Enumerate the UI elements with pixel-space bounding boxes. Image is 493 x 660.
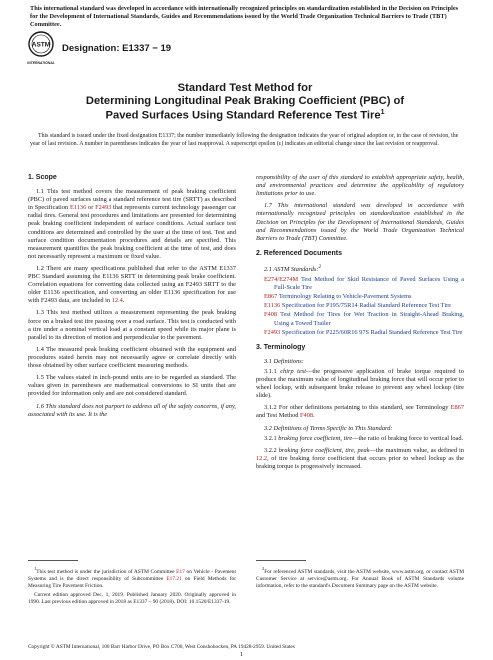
para-1-6-continued: responsibility of the user of this standard to establish appropriate safety, health, and environmental practices and determine the applicability of regulatory limitations prior to use. [256,174,464,198]
logo-bottom-text: INTERNATIONAL [27,61,55,65]
para-1-2 [28,265,236,306]
def-3-1-2-text-2: and Test Method [256,412,301,420]
def-3-2-2-number: 3.2.2 [264,446,279,454]
def-3-2-2-text: —the maximum value, as defined in [369,446,464,454]
link-e867[interactable]: E867 [450,404,464,412]
def-3-1-1-term: chirp test [280,367,306,375]
section-1-heading: 1. Scope [28,174,57,181]
def-3-2-2 [256,447,464,471]
footnote-divider-left [28,560,78,561]
def-3-1-2-text-3: . [313,412,315,420]
specific-definitions-subheading: 3.2 Definitions of Terms Specific to This Standard: [264,424,393,432]
footnote-2-text: For referenced ASTM standards, visit the ASTM website, www.astm.org, or contact ASTM Customer Service at service@astm.org. For Annual Book of ASTM Standards volume information, refer to the standard's Document Summary page on the ASTM website. [256,568,464,589]
link-e17-21[interactable]: E17.21 [166,575,182,582]
def-3-1-2 [256,404,464,420]
para-1-4: 1.4 The measured peak braking coefficient obtained with the equipment and procedures stated herein may not necessarily agree or correlate directly with those obtained by other surface coefficient measuring methods. [28,345,236,370]
para-1-3: 1.3 This test method utilizes a measurement representing the peak braking force on a braked test tire passing over a road surface. This test is conducted with a tire under a nominal vertical load at a constant speed while its major plane is parallel to its direction of motion and perpendicular to the pavement. [28,309,236,341]
reference-code[interactable]: E1136 [264,302,281,310]
definitions-subheading: 3.1 Definitions: [264,357,304,365]
def-3-1-1-text: —the progressive application of brake torque required to produce the maximum value of longitudinal braking force that will occur prior to wheel lockup, with subsequent brake release to prevent any wheel lockup (tire slide). [256,367,464,400]
reference-title[interactable]: Specification for P225/60R16 97S Radial Standard Reference Test Tire [280,328,463,336]
def-3-2-1-term: braking force coefficient, tire [278,434,353,442]
def-3-1-2-text: 3.1.2 For other definitions pertaining to this standard, see Terminology [264,404,451,412]
reference-title[interactable]: Terminology Relating to Vehicle-Pavement Systems [277,293,412,301]
footnote-2-mark[interactable]: 2 [318,263,322,270]
document-title [30,82,460,123]
footnote-1-text-3: on Field Methods for Measuring Tire Pavement Friction. [28,575,236,589]
link-e1136[interactable]: E1136 [69,204,87,212]
reference-title[interactable]: Specification for P195/75R14 Radial Standard Reference Test Tire [280,302,452,310]
def-3-1-1-number: 3.1.1 [264,367,281,375]
right-column [256,174,464,475]
reference-code[interactable]: E867 [264,293,278,301]
astm-standards-subheading [264,264,464,274]
para-1-6: 1.6 This standard does not purport to address all of the safety concerns, if any, associated with its use. It is the [28,402,236,418]
footnote-1 [28,566,236,608]
footnote-1-mark: 1 [34,566,37,571]
para-1-1-text-3: that represents current technology passenger car radial tires. General test procedures and limitations are presented for determining peak braking coefficient independent of surface conditions. Actual surface test conditions are determined and controlled by the user at the time of test. Test and surface condition documentation procedures and details are specified. This measurement quantifies the peak braking coefficient at the time of test, and does not necessarily represent a maximum or fixed value. [28,204,236,260]
link-e17[interactable]: E17 [176,568,185,575]
logo-top-text: ASTM [31,41,51,49]
link-12-2[interactable]: 12.2 [256,454,268,462]
footnote-1-text-2: on Vehicle - Pavement Systems and is the direct responsibility of Subcommittee [28,568,236,582]
para-1-5: 1.5 The values stated in inch-pound units are to be regarded as standard. The values given in parentheses are mathematical conversions to SI units that are provided for information only and are not considered standard. [28,374,236,398]
astm-logo-icon [26,31,56,71]
def-3-2-2-term: braking force coefficient, tire, peak [278,446,370,454]
reference-item[interactable] [256,302,464,310]
section-3-heading: 3. Terminology [256,343,306,351]
title-line-3 [30,109,460,123]
page-number: 1 [240,651,244,658]
issuance-notice: This standard is issued under the fixed designation E1337; the number immediately following the designation indicates the year of original adoption or, in the case of revision, the year of last revision. A number in parentheses indicates the year of last reapproval. A superscript epsilon (ε) indicates an editorial change since the last revision or reapproval. [30,133,459,147]
footnote-2 [256,566,464,592]
para-1-1-text: 1.1 This test method covers the measurement of peak braking coefficient (PBC) of paved surfaces using a standard reference test tire (SRTT) as described in Specification [28,187,236,212]
reference-list [256,276,464,337]
def-3-1-1 [256,368,464,400]
title-line-3-text: Paved Surfaces Using Standard Reference Test Tire [105,109,381,122]
designation: Designation: E1337 − 19 [62,43,172,54]
reference-item[interactable] [256,311,464,327]
para-1-1 [28,188,236,261]
def-3-2-1-text: —the ratio of braking force to vertical load. [352,434,464,442]
link-f408[interactable]: F408 [300,412,314,420]
title-line-2: Determining Longitudinal Peak Braking Coefficient (PBC) of [85,95,405,108]
para-1-7: 1.7 This international standard was developed in accordance with internationally recognized principles on standardization established in the Decision on Principles for the Development of International Standards, Guides and Recommendations issued by the World Trade Organization Technical Barriers to Trade (TBT) Committee. [256,202,464,242]
title-line-1: Standard Test Method for [177,82,313,94]
para-1-2-text-2: . [122,297,125,305]
copyright-line: Copyright © ASTM International, 100 Barr Harbor Drive, PO Box C700, West Conshohocken, PA 19428-2959. United States [28,644,295,650]
para-1-2-text: 1.2 There are many specifications published that refer to the ASTM E1337 PBC Standard assuming the E1136 SRTT in determining peak brake coefficient. Correlation equations for converting data collected using an F2493 SRTT to the older E1136 specification, and converting an older E1136 specification for use with F2493 data, are included in [28,264,236,305]
reference-item[interactable] [256,276,464,292]
def-3-2-1-number: 3.2.1 [264,434,279,442]
def-3-2-1 [256,435,464,443]
reference-item[interactable] [256,329,464,337]
link-f2493[interactable]: F2493 [95,204,112,212]
title-footnote-mark[interactable]: 1 [380,108,385,116]
section-2-heading: 2. Referenced Documents [256,249,342,257]
standards-banner: This international standard was developed in accordance with internationally recognized principles on standardization established in the Decision on Principles for the Development of International Standards, Guides and Recommendations issued by the World Trade Organization Technical Barriers to Trade (TBT) Committee. [30,5,459,28]
para-1-1-text-2: or [86,204,96,212]
footnote-2-number: 2 [262,566,265,571]
reference-code[interactable]: F2493 [264,328,281,336]
link-12-4[interactable]: 12.4 [111,297,123,305]
reference-title[interactable]: Test Method for Tires for Wet Traction in Straight-Ahead Braking, Using a Towed Trailer [274,311,464,327]
left-column [28,174,236,423]
footnote-divider-right [256,560,306,561]
reference-title[interactable]: Test Method for Skid Resistance of Paved Surfaces Using a Full-Scale Tire [274,276,464,292]
reference-code[interactable]: F408 [264,311,278,319]
reference-code[interactable]: E274/E274M [264,276,299,284]
footnote-1-text: This test method is under the jurisdiction of ASTM Committee [36,568,177,575]
footnote-1-edition: Current edition approved Dec. 1, 2019. Published January 2020. Originally approved in 1990. Last previous edition approved in 2018 as E1337 – 90 (2018). DOI: 10.1520/E1337-19. [28,591,236,605]
astm-standards-label: 2.1 ASTM Standards: [264,265,319,273]
def-3-2-2-text-2: , of tire braking force coefficient that occurs prior to wheel lockup as the braking torque is progressively increased. [256,454,464,470]
reference-item[interactable] [256,293,464,301]
